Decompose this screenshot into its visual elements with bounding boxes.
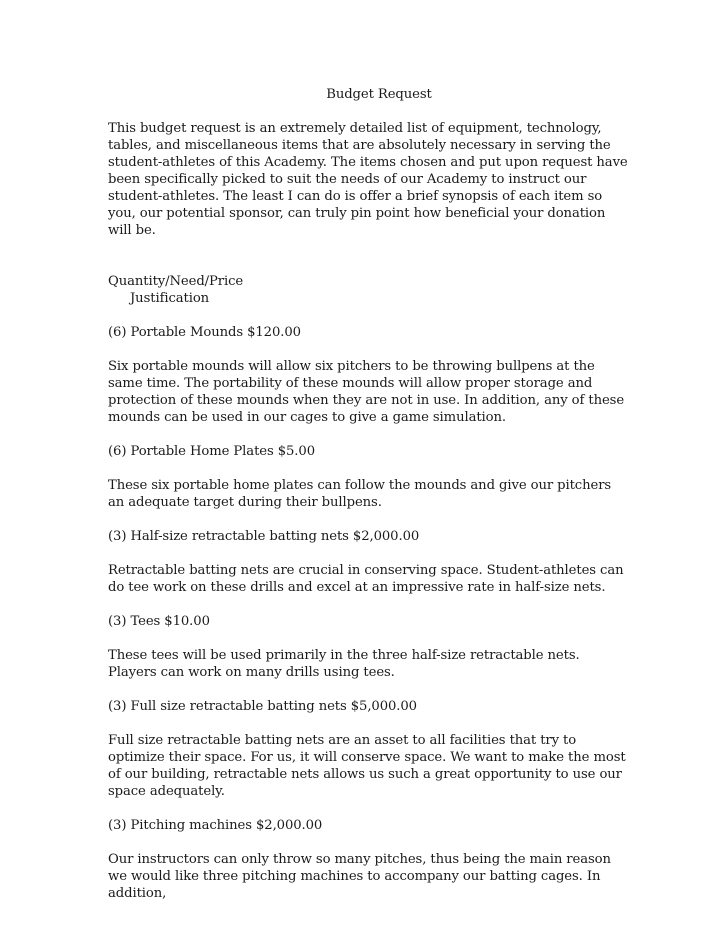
- item-heading: (6) Portable Mounds $120.00: [108, 325, 301, 340]
- item-description: These tees will be used primarily in the three half-size retractable nets. Players can work on many drills using tees.: [108, 648, 580, 680]
- item-heading: (3) Pitching machines $2,000.00: [108, 818, 323, 833]
- item-description: Full size retractable batting nets are an asset to all facilities that try to optimize their space. For us, it will conserve space. We want to make the most of our building, retractable nets allows us such a great opportunity to use our space adequately.: [108, 733, 626, 799]
- intro-paragraph: This budget request is an extremely detailed list of equipment, technology, tables, and miscellaneous items that are absolutely necessary in serving the student-athletes of this Academy. The items chosen and put upon request have been specifically picked to suit the needs of our Academy to instruct our student-athletes. The least I can do is offer a brief synopsis of each item so you, our potential sponsor, can truly pin point how beneficial your donation will be.: [108, 121, 628, 238]
- item-description: These six portable home plates can follow the mounds and give our pitchers an adequate target during their bullpens.: [108, 478, 612, 510]
- document-title: Budget Request: [326, 87, 432, 102]
- item-heading: (3) Tees $10.00: [108, 614, 210, 629]
- item-description: Retractable batting nets are crucial in conserving space. Student-athletes can do tee work on these drills and excel at an impressive rate in half-size nets.: [108, 563, 624, 595]
- item-description: Our instructors can only throw so many pitches, thus being the main reason we would like three pitching machines to accompany our batting cages. In addition,: [108, 852, 611, 901]
- item-description: Six portable mounds will allow six pitchers to be throwing bullpens at the same time. The portability of these mounds will allow proper storage and protection of these mounds when they are not in use. In addition, any of these mounds can be used in our cages to give a game simulation.: [108, 359, 625, 425]
- item-heading: (6) Portable Home Plates $5.00: [108, 444, 315, 459]
- item-heading: (3) Full size retractable batting nets $5,000.00: [108, 699, 417, 714]
- item-heading: (3) Half-size retractable batting nets $2,000.00: [108, 529, 420, 544]
- document-body: [108, 86, 628, 919]
- columns-subheader: Justification: [130, 291, 210, 306]
- columns-header: Quantity/Need/Price: [108, 274, 244, 289]
